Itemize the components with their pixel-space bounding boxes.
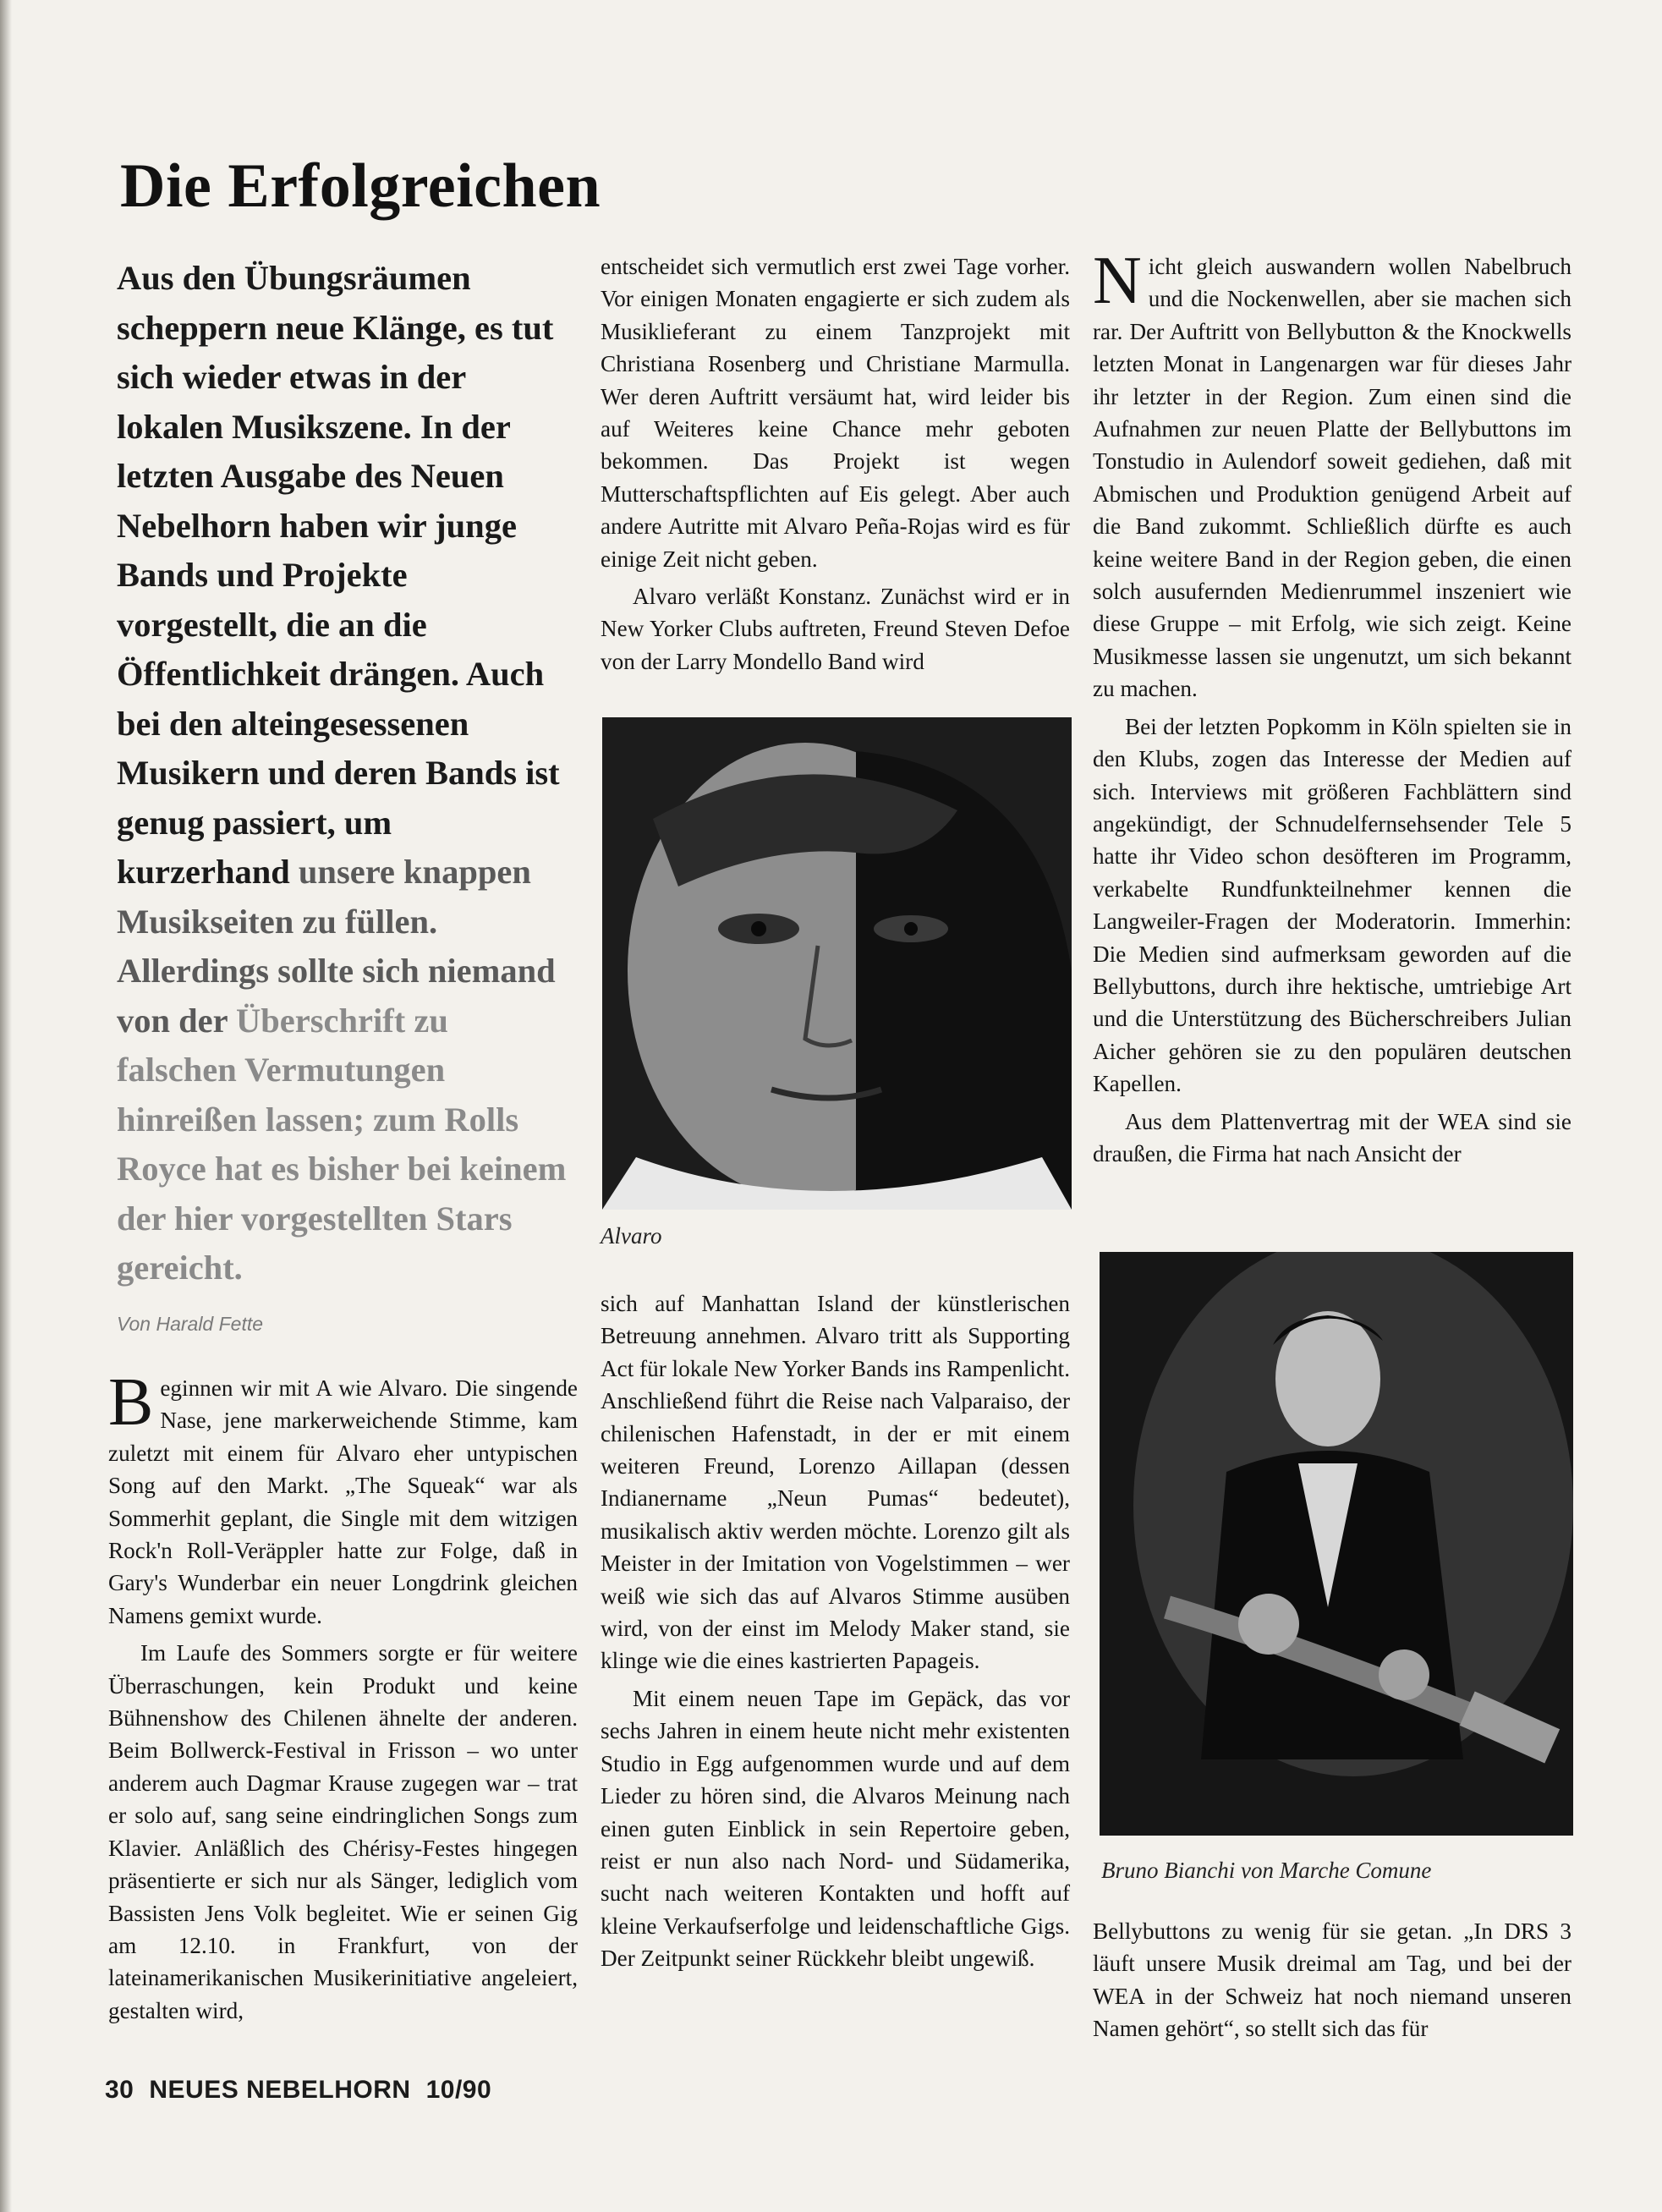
paragraph xyxy=(108,1365,578,1632)
paragraph: Aus dem Plattenvertrag mit der WEA sind sie draußen, die Firma hat nach Ansicht der xyxy=(1093,1108,1571,1166)
column-2-bottom-body xyxy=(601,1287,1070,1975)
paragraph: entscheidet sich vermutlich erst zwei Tage vorher. Vor einigen Monaten engagierte er sich zudem als Musiklieferant zu einem Tanzprojekt mit Christiana Rosenberg und Christiane Marmulla. Wer deren Auftritt versäumt hat, wird leider bis auf Weiteres keine Chance mehr geboten bekommen. Das Projekt ist wegen Mutterschaftspflichten auf Eis gelegt. Aber auch andere Autritte mit Alvaro Peña-Rojas wird es für einige Zeit nicht geben. xyxy=(601,254,1070,572)
page-edge-shadow xyxy=(0,0,12,2212)
alvaro-portrait-photo xyxy=(602,717,1072,1210)
issue-number: 10/90 xyxy=(425,2076,492,2104)
paragraph: Mit einem neuen Tape im Gepäck, das vor sechs Jahren in einem heute nicht mehr existenten Studio in Egg aufgenommen wurde und auf dem Lieder zu hören sind, die Alvaros Meinung nach einen guten Einblick in sein Repertoire geben, reist er nun also nach Nord- und Südamerika, sucht nach weiteren Kontakten und hofft auf kleine Verkaufserfolge und leidenschaftliche Gigs. Der Zeitpunkt seiner Rückkehr bleibt ungewiß. xyxy=(601,1685,1070,1972)
article-lead xyxy=(117,254,569,1293)
lead-text-faded: unsere knappen Musikseiten zu füllen. Allerdings sollte sich niemand von der xyxy=(117,853,556,1040)
drop-cap: N xyxy=(1093,244,1142,318)
guitarist-illustration xyxy=(1100,1252,1573,1836)
lead-text: Aus den Übungsräumen scheppern neue Klänge, es tut sich wieder etwas in der lokalen Musikszene. In der letzten Ausgabe des Neuen Nebelhorn haben wir junge Bands und Projekte vorgestellt, die an die Öffentlichkeit drängen. Auch bei den alteingesessenen Musikern und deren Bands ist genug passiert, um kurzerhand xyxy=(117,259,560,891)
paragraph-text: icht gleich auswandern wollen Nabelbruch und die Nockenwellen, aber sie machen sich rar. Der Auftritt von Bellybutton & the Knockwells letzten Monat in Langenargen war für dieses Jahr ihr letzter in der Region. Zum einen sind die Aufnahmen zur neuen Platte der Bellybuttons im Tonstudio in Aulendorf soweit gediehen, daß mit Abmischen und Produktion genügend Arbeit auf die Band zukommt. Schließlich dürfte es auch keine weitere Band in der Region geben, die einen solch ausufernden Medienrummel inszeniert wie diese Gruppe – mit Erfolg, wie sich zeigt. Keine Musikmesse lassen sie ungenutzt, um sich bekannt zu machen. xyxy=(1093,254,1571,702)
paragraph xyxy=(1093,244,1571,705)
column-3-top-body xyxy=(1093,244,1571,1170)
byline: Von Harald Fette xyxy=(117,1313,264,1335)
page-footer xyxy=(105,2076,507,2105)
paragraph: Bellybuttons zu wenig für sie getan. „In DRS 3 läuft unsere Musik dreimal am Tag, und bei der WEA in der Schweiz hat noch niemand unseren Namen gehört“, so stellt sich das für xyxy=(1093,1918,1571,2042)
portrait-illustration xyxy=(602,717,1072,1210)
bruno-bianchi-photo xyxy=(1100,1252,1573,1836)
photo-caption-bruno: Bruno Bianchi von Marche Comune xyxy=(1101,1858,1432,1883)
drop-cap: B xyxy=(108,1365,154,1440)
lead-text-more-faded: Überschrift zu falschen Vermutungen hinreißen lassen; zum Rolls Royce hat es bisher bei keinem der hier vorgestellten Stars gereicht. xyxy=(117,1001,567,1287)
column-2-top-body xyxy=(601,250,1070,678)
photo-caption-alvaro: Alvaro xyxy=(601,1223,662,1249)
article-headline: Die Erfolgreichen xyxy=(120,151,601,221)
page-number: 30 xyxy=(105,2076,134,2104)
column-3-bottom-body xyxy=(1093,1915,1571,2045)
paragraph: Bei der letzten Popkomm in Köln spielten sie in den Klubs, zogen das Interesse der Medien auf sich. Interviews mit größeren Fachblättern sind angekündigt, der Schnudelfernsehsender Tele 5 hatte ihr Video schon desöfteren im Programm, verkabelte Rundfunkteilnehmer kennen die Langweiler-Fragen der Moderatorin. Immerhin: Die Medien sind aufmerksam geworden auf die Bellybuttons, durch ihre hektische, umtriebige Art und die Unterstützung des Bücherschreibers Julian Aicher gehören sie zu den populären deutschen Kapellen. xyxy=(1093,713,1571,1097)
paragraph: sich auf Manhattan Island der künstlerischen Betreuung annehmen. Alvaro tritt als Supporting Act für lokale New Yorker Bands ins Rampenlicht. Anschließend führt die Reise nach Valparaiso, der chilenischen Hafenstadt, in der er mit einem weiteren Freund, Lorenzo Aillapan (dessen Indianername „Neun Pumas“ bedeutet), musikalisch aktiv werden möchte. Lorenzo gilt als Meister in der Imitation von Vogelstimmen – wer weiß wie sich das auf Alvaros Stimme ausüben wird, von der einst im Melody Maker stand, sie klinge wie die eines kastrierten Papageis. xyxy=(601,1291,1070,1674)
paragraph-text: eginnen wir mit A wie Alvaro. Die singende Nase, jene markerweichende Stimme, kam zuletzt mit einem für Alvaro eher untypischen Song auf den Markt. „The Squeak“ war als Sommerhit geplant, die Single mit dem witzigen Rock'n Roll-Veräppler hatte zur Folge, daß in Gary's Wunderbar ein neuer Longdrink gleichen Namens gemixt wurde. xyxy=(108,1375,578,1628)
paragraph: Im Laufe des Sommers sorgte er für weitere Überraschungen, kein Produkt und keine Bühnenshow des Chilenen ähnelte der anderen. Beim Bollwerck-Festival in Frisson – wo unter anderem auch Dagmar Krause zugegen war – trat er solo auf, sang seine eindringlichen Songs zum Klavier. Anläßlich des Chérisy-Festes hingegen präsentierte er sich nur als Sänger, lediglich vom Bassisten Jens Volk begleitet. Wie er seinen Gig am 12.10. in Frankfurt, von der lateinamerikanischen Musikerinitiative angeleiert, gestalten wird, xyxy=(108,1640,578,2023)
paragraph: Alvaro verläßt Konstanz. Zunächst wird er in New Yorker Clubs auftreten, Freund Steven Defoe von der Larry Mondello Band wird xyxy=(601,584,1070,674)
column-1-body xyxy=(108,1365,578,2027)
magazine-name: NEUES NEBELHORN xyxy=(149,2076,411,2104)
